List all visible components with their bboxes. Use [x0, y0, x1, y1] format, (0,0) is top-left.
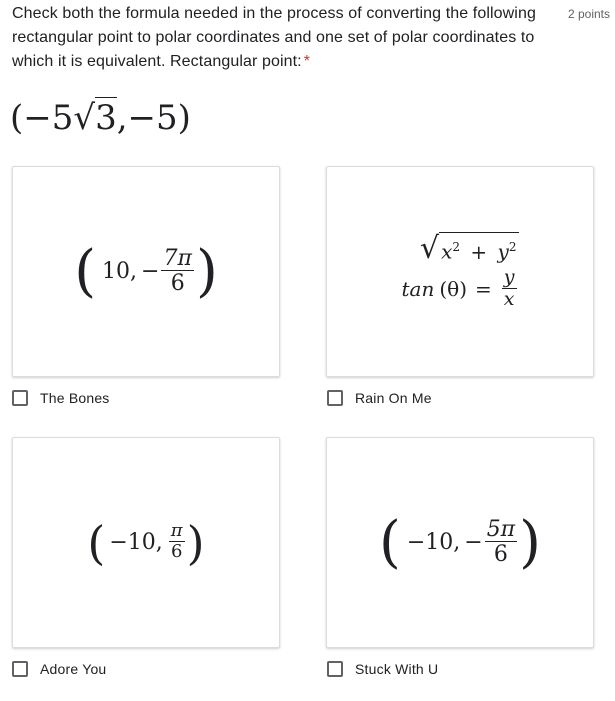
- rect-separator: ,: [116, 98, 128, 138]
- rect-x-radical: √: [73, 98, 96, 138]
- rect-open-paren: (: [10, 98, 24, 138]
- rectangular-point: [10, 96, 191, 140]
- checkbox[interactable]: [327, 390, 343, 406]
- plus-sign: +: [470, 239, 488, 264]
- fraction-denominator: 6: [493, 541, 508, 567]
- checkbox[interactable]: [12, 390, 28, 406]
- x-exponent: 2: [452, 240, 461, 255]
- fraction-numerator: 5π: [486, 516, 516, 542]
- option-label: Adore You: [40, 661, 107, 677]
- close-paren: ): [519, 509, 542, 575]
- option-image-card-4: [326, 437, 594, 648]
- expr-term-a: 10,: [102, 259, 138, 284]
- fraction-numerator: y: [503, 265, 515, 288]
- option-image-card-3: [12, 437, 280, 648]
- y-exponent: 2: [508, 240, 517, 255]
- required-asterisk: *: [303, 53, 311, 70]
- expr-minus-sign: −: [464, 530, 483, 555]
- expr-stuck-with-u: [378, 509, 542, 575]
- rect-x-radicand: 3: [95, 98, 117, 138]
- rect-close-paren: ): [177, 98, 191, 138]
- fraction-denominator: 6: [170, 541, 183, 563]
- option-label: The Bones: [40, 390, 110, 406]
- fraction: [169, 522, 185, 563]
- close-paren: ): [195, 238, 218, 304]
- fraction-numerator: π: [170, 520, 183, 542]
- fraction-denominator: x: [503, 287, 515, 310]
- tan-argument: (θ): [439, 277, 467, 302]
- x-var: x: [441, 239, 453, 264]
- expr-minus-sign: −: [141, 259, 160, 284]
- open-paren: (: [378, 509, 401, 575]
- option-rain-on-me[interactable]: [327, 390, 432, 406]
- expr-the-bones: [74, 238, 218, 304]
- expr-rain-on-me: [402, 232, 519, 310]
- radical-expression: [420, 232, 518, 264]
- rect-x-coef: 5: [51, 98, 74, 138]
- fraction: [485, 518, 517, 567]
- fraction-numerator: 7π: [163, 245, 192, 271]
- option-the-bones[interactable]: [12, 390, 110, 406]
- open-paren: (: [74, 238, 97, 304]
- expr-term-a: −10,: [406, 530, 461, 555]
- expr-adore-you: [87, 515, 205, 570]
- points-badge: 2 points: [567, 7, 610, 21]
- checkbox[interactable]: [327, 661, 343, 677]
- question-text-body: Check both the formula needed in the process of converting the following rectangular point to polar coordinates and one set of polar coordinates to which it is equivalent. Rectangular point:: [12, 5, 536, 70]
- question-text: [12, 2, 557, 74]
- close-paren: ): [186, 515, 205, 570]
- option-label: Stuck With U: [355, 661, 439, 677]
- rect-x-sign: −: [23, 98, 52, 138]
- expr-term-a: −10,: [109, 530, 163, 555]
- rect-y-value: −5: [127, 98, 178, 138]
- equals-sign: =: [475, 277, 492, 302]
- open-paren: (: [87, 515, 106, 570]
- tan-label: tan: [401, 277, 435, 302]
- option-adore-you[interactable]: [12, 661, 106, 677]
- checkbox[interactable]: [12, 661, 28, 677]
- fraction: [161, 247, 193, 296]
- option-image-card-2: [326, 166, 594, 377]
- option-image-card-1: [12, 166, 280, 377]
- tan-expression: [401, 265, 519, 311]
- option-stuck-with-u[interactable]: [327, 661, 438, 677]
- fraction: [502, 265, 517, 311]
- fraction-denominator: 6: [170, 270, 185, 296]
- radicand: [439, 232, 518, 264]
- question-header: [12, 2, 612, 74]
- option-label: Rain On Me: [355, 390, 432, 406]
- y-var: y: [497, 239, 509, 264]
- radical-sign: √: [420, 230, 440, 266]
